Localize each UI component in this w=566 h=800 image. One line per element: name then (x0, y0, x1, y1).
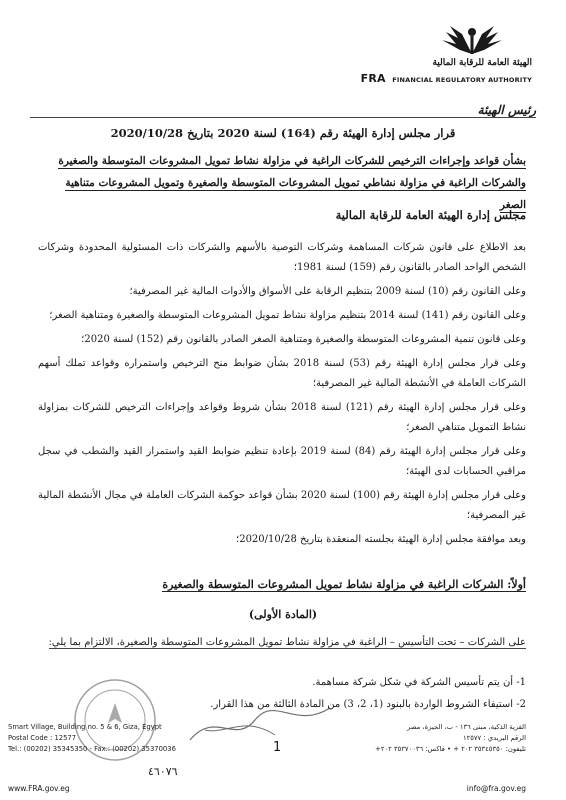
footer-address-en (8, 722, 176, 755)
reference-number: ٤٦٠٧٦ (148, 765, 178, 778)
office-title: رئيس الهيئة (477, 103, 536, 117)
footer-address-ar (375, 722, 526, 755)
section-heading (162, 578, 526, 591)
org-name-en (361, 72, 532, 85)
website-link[interactable]: www.FRA.gov.eg (8, 784, 70, 793)
board-heading: مجلس إدارة الهيئة العامة للرقابة المالية (335, 208, 526, 222)
email-link[interactable]: info@fra.gov.eg (466, 784, 526, 793)
authority-logo (342, 26, 532, 86)
preamble-paragraph: وعلى قرار مجلس إدارة الهيئة رقم (53) لسنة 2018 بشأن ضوابط منح الترخيص واستمراره وقواعد تملك أسهم الشركات العاملة في الأنشطة المالية غير المصرفية؛ (38, 358, 526, 389)
preamble-paragraph: بعد الاطلاع على قانون شركات المساهمة وشركات التوصية بالأسهم والشركات ذات المسئولية المحدودة وشركات الشخص الواحد الصادر بالقانون رقم (159) لسنة 1981؛ (38, 242, 526, 273)
decree-title: قرار مجلس إدارة الهيئة رقم (164) لسنة 2020 بتاريخ 2020/10/28 (110, 126, 456, 140)
section-heading-text: أولاً: الشركات الراغبة في مزاولة نشاط تمويل المشروعات المتوسطة والصغيرة (162, 578, 526, 591)
preamble-paragraph: وعلى القانون رقم (10) لسنة 2009 بتنظيم الرقابة على الأسواق والأدوات المالية غير المصرفية؛ (129, 286, 526, 297)
preamble-paragraph: وعلى قرار مجلس إدارة الهيئة رقم (100) لسنة 2020 بشأن قواعد حوكمة الشركات العاملة في مجال الأنشطة المالية غير المصرفية؛ (38, 490, 526, 521)
org-name-ar: الهيئة العامة للرقابة المالية (432, 58, 532, 68)
logo-letters: FRA (360, 72, 386, 85)
footer-line: تليفون: ٣٥٣٤٥٣٥٠ ٢٠٢ + • فاكس: ٣٥٣٧٠٠٣٦ ٢٠٢+ (375, 745, 526, 753)
article-title: (المادة الأولى) (248, 608, 318, 621)
eagle-emblem-icon (432, 20, 512, 60)
preamble-paragraph: وبعد موافقة مجلس إدارة الهيئة بجلسته المنعقدة بتاريخ 2020/10/28؛ (236, 534, 526, 545)
subject-line-1: بشأن قواعد وإجراءات الترخيص للشركات الراغبة في مزاولة نشاط تمويل المشروعات المتوسطة والصغيرة (58, 155, 526, 167)
page-number: 1 (273, 740, 282, 755)
article-intro (49, 637, 527, 648)
preamble-paragraph: وعلى قرار مجلس إدارة الهيئة رقم (84) لسنة 2019 بإعادة تنظيم ضوابط القيد واستمرار القيد والشطب في سجل مراقبي الحسابات لدى الهيئة؛ (38, 446, 526, 477)
preamble-paragraph: وعلى قرار مجلس إدارة الهيئة رقم (121) لسنة 2018 بشأن شروط وقواعد وإجراءات الترخيص للشركات بمزاولة نشاط التمويل متناهي الصغر؛ (38, 402, 526, 433)
preamble (38, 238, 526, 554)
list-item: 1- أن يتم تأسيس الشركة في شكل شركة مساهمة. (312, 677, 526, 688)
footer-line: Postal Code : 12577 (8, 734, 77, 742)
preamble-paragraph: وعلى القانون رقم (141) لسنة 2014 بتنظيم مزاولة نشاط تمويل المشروعات المتوسطة والصغيرة ومتناهية الصغر؛ (49, 310, 526, 321)
preamble-paragraph: وعلى قانون تنمية المشروعات المتوسطة والصغيرة ومتناهية الصغر الصادر بالقانون رقم (152) لسنة 2020؛ (81, 334, 526, 345)
list-item: 2- استيفاء الشروط الواردة بالبنود (1، 2، 3) من المادة الثالثة من هذا القرار. (210, 699, 526, 710)
footer-line: القرية الذكية، مبنى ١٣٦ - ب، الجيزة، مصر (406, 723, 526, 731)
subject-line-2: والشركات الراغبة في مزاولة نشاطي تمويل المشروعات المتوسطة والصغيرة وتمويل المشروعات متناهية الصغر (65, 177, 526, 211)
header-divider (30, 117, 536, 118)
footer-line: الرقم البريدي : ١٢٥٧٧ (462, 734, 526, 742)
org-name-en-text: FINANCIAL REGULATORY AUTHORITY (392, 76, 532, 84)
footer-line: Smart Village, Building no. 5 & 6, Giza, Egypt (8, 723, 162, 731)
signature-icon (185, 700, 335, 750)
footer-line: Tel.: (00202) 35345350 - Fax.: (00202) 35370036 (8, 745, 176, 753)
decree-subject (40, 150, 526, 216)
article-intro-text: على الشركات – تحت التأسيس – الراغبة في مزاولة نشاط تمويل المشروعات المتوسطة والصغيرة، الالتزام بما يلي: (48, 637, 526, 648)
